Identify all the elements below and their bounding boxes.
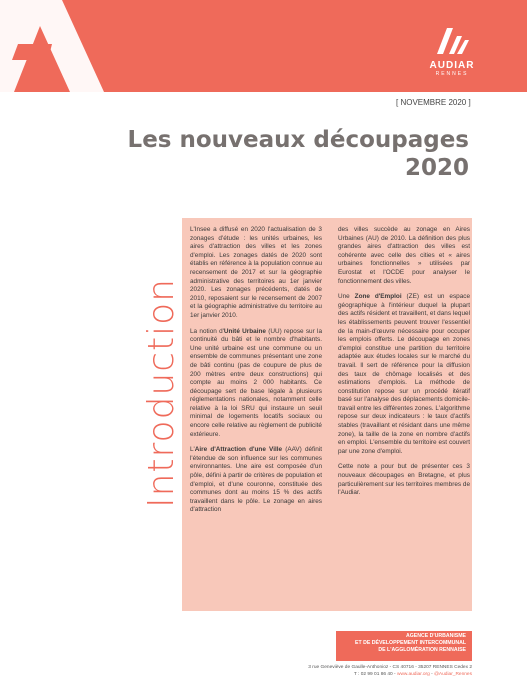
page-title bbox=[128, 126, 469, 182]
intro-column-left bbox=[190, 226, 322, 522]
agency-line: AGENCE D'URBANISME bbox=[405, 633, 466, 639]
title-line-1: Les nouveaux découpages bbox=[127, 127, 469, 153]
paragraph: Une Zone d'Emploi (ZE) est un espace géographique à l'intérieur duquel la plupart des actifs résident et travaillent, et dans lequel les établissements peuvent trouver l'essentiel de la main-d'œuvre nécessaire pour occuper les emplois offerts. Le découpage en zones d'emploi constitue une partition du territoire adaptée aux études locales sur le marché du travail. Il sert de référence pour la diffusion des taux de chômage localisés et des estimations d'emplois. La méthode de constitution repose sur un procédé itératif basé sur l'analyse des déplacements domicile-travail entre les différentes zones. L'algorithme repose sur deux indicateurs : le taux d'actifs stables (travaillant et résidant dans une même zone), la taille de la zone en nombre d'actifs en emploi. L'ensemble du territoire est couvert par une zone d'emploi. bbox=[338, 293, 471, 455]
agency-line: ET DE DÉVELOPPEMENT INTERCOMMUNAL bbox=[355, 640, 466, 646]
audiar-logo[interactable] bbox=[422, 28, 482, 77]
twitter-link[interactable]: @Audiar_Rennes bbox=[434, 672, 472, 677]
agency-banner bbox=[336, 631, 472, 661]
agency-line: DE L'AGGLOMÉRATION RENNAISE bbox=[378, 647, 466, 653]
paragraph: L'Insee a diffusé en 2020 l'actualisation de 3 zonages d'étude : les unités urbaines, les aires d'attraction des villes et les zones d'emploi. Les zonages datés de 2020 sont établis en référence à la population connue au recensement de 2017 et sur la géographie administrative des territoires au 1er janvier 2020. Les zonages précédents, datés de 2010, reposaient sur le recensement de 2007 et la géographie administrative du territoire au 1er janvier 2010. bbox=[190, 226, 322, 319]
paragraph: Cette note a pour but de présenter ces 3 nouveaux découpages en Bretagne, et plus particulièrement sur les territoires membres de l'Audiar. bbox=[338, 463, 470, 497]
term-unite-urbaine: Unité Urbaine bbox=[223, 327, 266, 335]
term-zone-emploi: Zone d'Emploi bbox=[354, 293, 402, 301]
header-band bbox=[0, 0, 527, 92]
audiar-a-graphic bbox=[0, 0, 110, 92]
footer-address bbox=[308, 664, 472, 678]
term-aire-attraction: Aire d'Attraction d'une Ville bbox=[194, 446, 283, 454]
section-label: Introduction bbox=[141, 277, 182, 508]
publication-date: [ NOVEMBRE 2020 ] bbox=[396, 98, 471, 107]
intro-column-right bbox=[338, 226, 470, 505]
logo-city: RENNES bbox=[435, 71, 469, 77]
paragraph: La notion d'Unité Urbaine (UU) repose sur la continuité du bâti et le nombre d'habitants. Une unité urbaine est une commune ou un ensemble de communes présentant une zone de bâti continu (pas de coupure de plus de 200 mètres entre deux constructions) qui compte au moins 2 000 habitants. Ce découpage sert de base légale à plusieurs réglementations nationales, notamment celle relative à la loi SRU qui instaure un seuil minimal de logements locatifs sociaux ou encore celle relative au règlement de publicité extérieure. bbox=[190, 327, 322, 438]
audiar-logo-icon bbox=[435, 28, 469, 54]
paragraph: des villes succède au zonage en Aires Urbaines (AU) de 2010. La définition des plus grandes aires d'attraction des villes est cohérente avec celle des cities et « aires urbaines fonctionnelles » utilisées par Eurostat et l'OCDE pour analyser le fonctionnement des villes. bbox=[338, 226, 470, 285]
paragraph: L'Aire d'Attraction d'une Ville (AAV) définit l'étendue de son influence sur les communes environnantes. Une aire est composée d'un pôle, défini à partir de critères de population et d'emploi, et d'une couronne, constituée des communes dont au moins 15 % des actifs travaillent dans le pôle. Le zonage en aires d'attraction bbox=[190, 446, 322, 514]
website-link[interactable]: www.audiar.org bbox=[397, 672, 430, 677]
postal-address: 3 rue Geneviève de Gaulle-Anthonioz - CS 40716 - 35207 RENNES Cedex 2 bbox=[308, 665, 472, 670]
contact-line: T : 02 99 01 86 40 - www.audiar.org - @Audiar_Rennes bbox=[353, 672, 472, 677]
logo-name: AUDIAR bbox=[429, 60, 475, 71]
title-line-2: 2020 bbox=[404, 155, 469, 181]
